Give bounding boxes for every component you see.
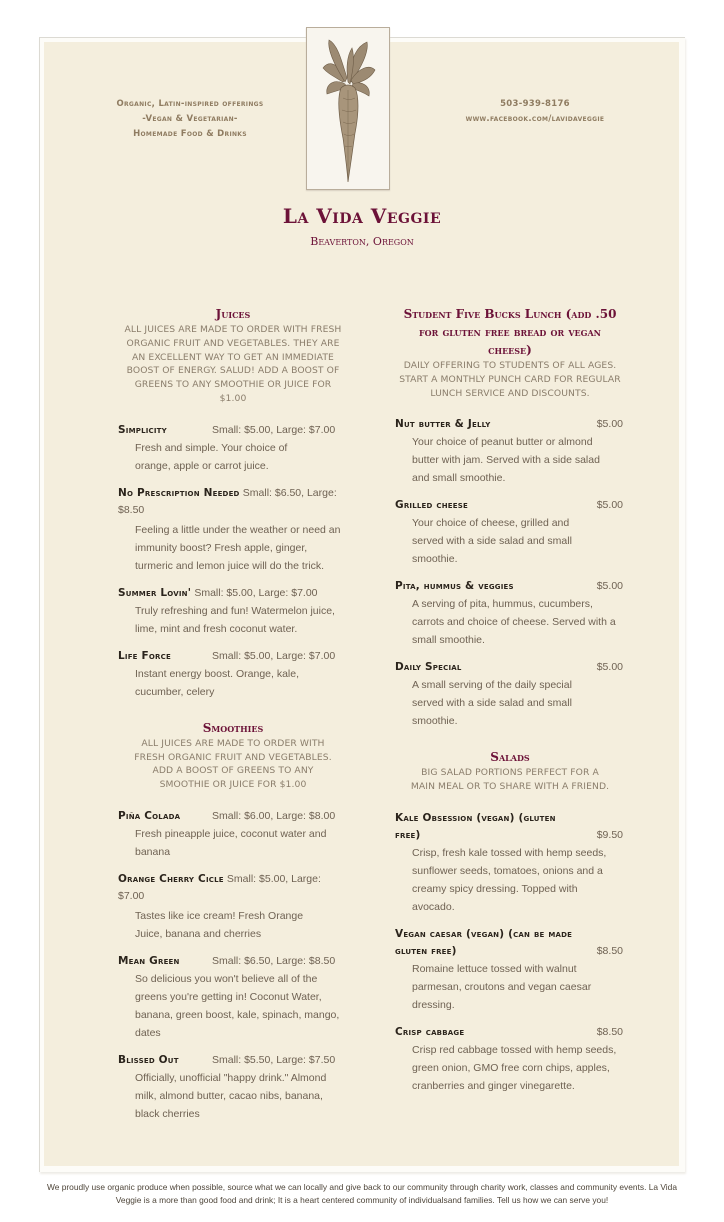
menu-item [118,485,348,575]
section-description: BIG SALAD PORTIONS PERFECT FOR A MAIN MEAL OR TO SHARE WITH A FRIEND. [410,767,610,793]
item-description: Your choice of peanut butter or almond butter with jam. Served with a side salad and small smoothie. [412,436,600,485]
item-name: Kale Obsession (vegan) (gluten free) [395,811,556,841]
smoothies-section [118,719,348,1123]
item-description: A serving of pita, hummus, cucumbers, carrots and choice of cheese. Served with a small smoothie. [412,598,616,647]
item-name: Life Force [118,649,171,662]
item-price: Small: $5.00, Large: $7.00 [212,423,336,436]
item-name: Mean Green [118,954,180,967]
item-name: Piña Colada [118,809,181,822]
item-price: $5.00 [596,418,623,431]
item-name: Simplicity [118,423,167,436]
item-name: Daily Special [395,661,462,674]
item-price: Small: $5.00, Large: $7.00 [118,872,321,902]
item-description: Officially, unofficial "happy drink." Almond milk, almond butter, cacao nibs, banana, black cherries [135,1071,327,1120]
item-price: Small: $6.50, Large: $8.50 [118,486,337,516]
logo-frame [306,27,390,190]
item-price: $5.00 [596,499,623,512]
section-description: ALL JUICES ARE MADE TO ORDER WITH FRESH ORGANIC FRUIT AND VEGETABLES. THEY ARE AN EXCELLENT WAY TO GET AN IMMEDIATE BOOST OF ENERGY. SALUD! ADD A BOOST OF GREENS TO ANY SMOOTHIE OR JUICE FOR $1.00 [124,324,342,404]
menu-item [395,578,625,649]
facebook-link[interactable]: www.facebook.com/lavidaveggie [465,114,605,124]
item-description: Romaine lettuce tossed with walnut parmesan, croutons and vegan caesar dressing. [412,962,592,1011]
tagline-line-3: Homemade Food & Drinks [133,129,247,139]
item-description: Your choice of cheese, grilled and served with a side salad and small smoothie. [412,517,572,566]
item-price: $8.50 [596,1025,623,1038]
item-price: $8.50 [596,944,623,957]
item-name: Grilled cheese [395,499,468,512]
menu-item [118,585,348,638]
item-name: No Prescription Needed [118,486,240,499]
tagline-line-1: Organic, Latin-inspired offerings [116,99,264,109]
item-price: Small: $5.50, Large: $7.50 [212,1053,336,1066]
tagline [90,97,290,142]
item-name: Orange Cherry Cicle [118,872,224,885]
item-name: Blissed Out [118,1053,179,1066]
lunch-section [395,305,625,730]
section-title: Student Five Bucks Lunch (add .50 for gluten free bread or vegan cheese) [403,307,617,357]
item-description: Tastes like ice cream! Fresh Orange Juice, banana and cherries [135,909,304,940]
item-description: Instant energy boost. Orange, kale, cucumber, celery [135,667,300,698]
item-name: Nut butter & Jelly [395,418,491,431]
item-price: $5.00 [596,580,623,593]
item-description: Truly refreshing and fun! Watermelon juice, lime, mint and fresh coconut water. [135,604,335,635]
item-description: Crisp red cabbage tossed with hemp seeds, green onion, GMO free corn chips, apples, cranberries and ginger vinegarette. [412,1043,617,1092]
item-name: Crisp cabbage [395,1025,465,1038]
item-name: Pita, hummus & veggies [395,580,514,593]
menu-item [118,648,348,701]
salads-section [395,748,625,1095]
section-title: Juices [215,307,251,321]
item-name: Vegan caesar (vegan) (can be made gluten free) [395,927,573,957]
section-title: Smoothies [202,720,264,735]
item-description: Crisp, fresh kale tossed with hemp seeds, sunflower seeds, tomatoes, onions and a creamy spicy dressing. Topped with avocado. [412,846,607,913]
left-column [118,305,348,1123]
juices-section [118,305,348,701]
menu-item [118,422,348,475]
item-price: Small: $6.00, Large: $8.00 [212,809,336,822]
item-price: Small: $5.00, Large: $7.00 [194,586,318,599]
section-title: Salads [490,750,530,765]
tagline-line-2: -Vegan & Vegetarian- [142,114,238,124]
item-description: Feeling a little under the weather or need an immunity boost? Fresh apple, ginger, turmeric and lemon juice will do the trick. [135,523,341,572]
item-price: $5.00 [596,661,623,674]
menu-item [395,416,625,487]
item-description: So delicious you won't believe all of the greens you're getting in! Coconut Water, banana, green boost, kale, spinach, mango, dates [135,972,340,1039]
menu-item [118,1052,348,1123]
carrot-illustration-icon [307,28,389,189]
restaurant-location: Beaverton, Oregon [310,235,414,248]
item-price: $9.50 [596,828,623,841]
item-price: Small: $6.50, Large: $8.50 [212,954,336,967]
section-description: DAILY OFFERING TO STUDENTS OF ALL AGES. START A MONTHLY PUNCH CARD FOR REGULAR LUNCH SERVICE AND DISCOUNTS. [399,360,621,399]
section-description: ALL JUICES ARE MADE TO ORDER WITH FRESH ORGANIC FRUIT AND VEGETABLES. ADD A BOOST OF GREENS TO ANY SMOOTHIE OR JUICE FOR $1.00 [134,737,332,791]
footer-text: We proudly use organic produce when possible, source what we can locally and give back to our community through charity work, classes and community events. La Vida Veggie is a more than good food and drink; It is a heart centered community of individualsand families. Tell us how we can serve you! [46,1182,677,1205]
phone-number: 503-939-8176 [500,99,570,109]
menu-item [395,1024,625,1095]
item-description: Fresh pineapple juice, coconut water and banana [135,827,327,858]
menu-item [118,953,348,1042]
menu-item [118,808,348,861]
item-description: Fresh and simple. Your choice of orange, apple or carrot juice. [135,441,288,472]
item-price: Small: $5.00, Large: $7.00 [212,649,336,662]
menu-item [395,497,625,568]
menu-item [395,926,625,1014]
restaurant-title: La Vida Veggie [282,204,442,228]
item-description: A small serving of the daily special served with a side salad and small smoothie. [412,679,572,728]
menu-item [395,810,625,916]
menu-item [395,659,625,730]
right-column [395,305,625,1095]
menu-item [118,871,348,943]
contact-info [430,97,640,127]
item-name: Summer Lovin' [118,586,192,599]
